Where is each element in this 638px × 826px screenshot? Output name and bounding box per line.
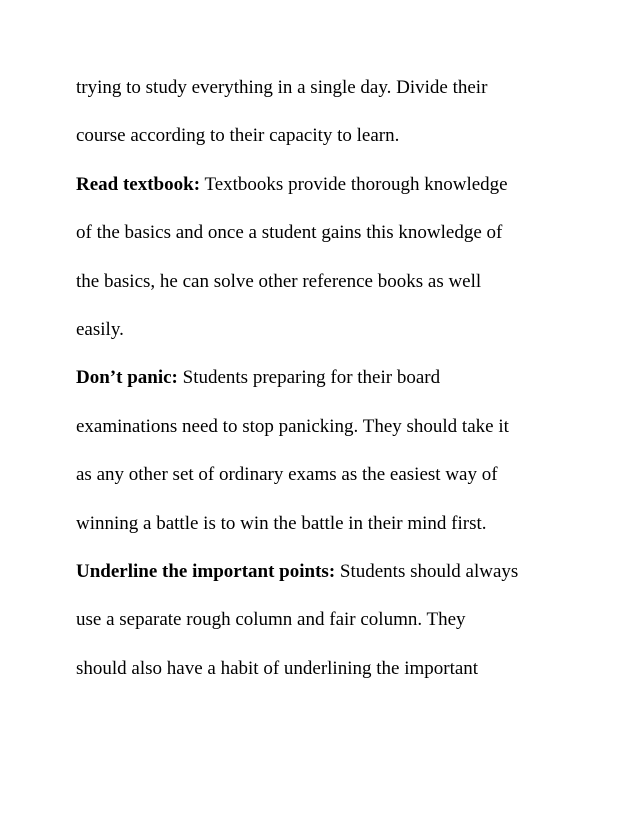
heading-read-textbook: Read textbook: — [76, 173, 201, 195]
text-line — [76, 606, 576, 654]
text-line — [76, 510, 576, 558]
body-text: trying to study everything in a single day. Divide their — [76, 77, 488, 98]
text-line — [76, 219, 576, 267]
text-line — [76, 413, 576, 461]
body-text: use a separate rough column and fair column. They — [76, 609, 466, 631]
text-line — [76, 558, 576, 606]
body-text: Students preparing for their board — [177, 367, 441, 389]
text-line — [76, 655, 576, 703]
body-text: should also have a habit of underlining the important — [76, 657, 479, 679]
text-line — [76, 268, 576, 316]
document-body — [76, 74, 576, 703]
body-text: of the basics and once a student gains this knowledge of — [76, 222, 503, 244]
body-text: course according to their capacity to learn. — [76, 125, 400, 147]
body-text: as any other set of ordinary exams as the easiest way of — [76, 464, 498, 486]
body-text: easily. — [76, 318, 124, 340]
body-text: examinations need to stop panicking. They should take it — [76, 415, 509, 437]
body-text: the basics, he can solve other reference books as well — [76, 270, 482, 292]
text-line — [76, 364, 576, 412]
text-line — [76, 122, 576, 170]
heading-underline-important-points: Underline the important points: — [76, 560, 336, 582]
heading-dont-panic: Don’t panic: — [76, 367, 178, 389]
text-line — [76, 74, 576, 122]
text-line — [76, 461, 576, 509]
body-text: Students should always — [335, 560, 519, 582]
text-line — [76, 316, 576, 364]
body-text: winning a battle is to win the battle in their mind first. — [76, 512, 487, 534]
text-line — [76, 171, 576, 219]
body-text: Textbooks provide thorough knowledge — [200, 173, 508, 195]
